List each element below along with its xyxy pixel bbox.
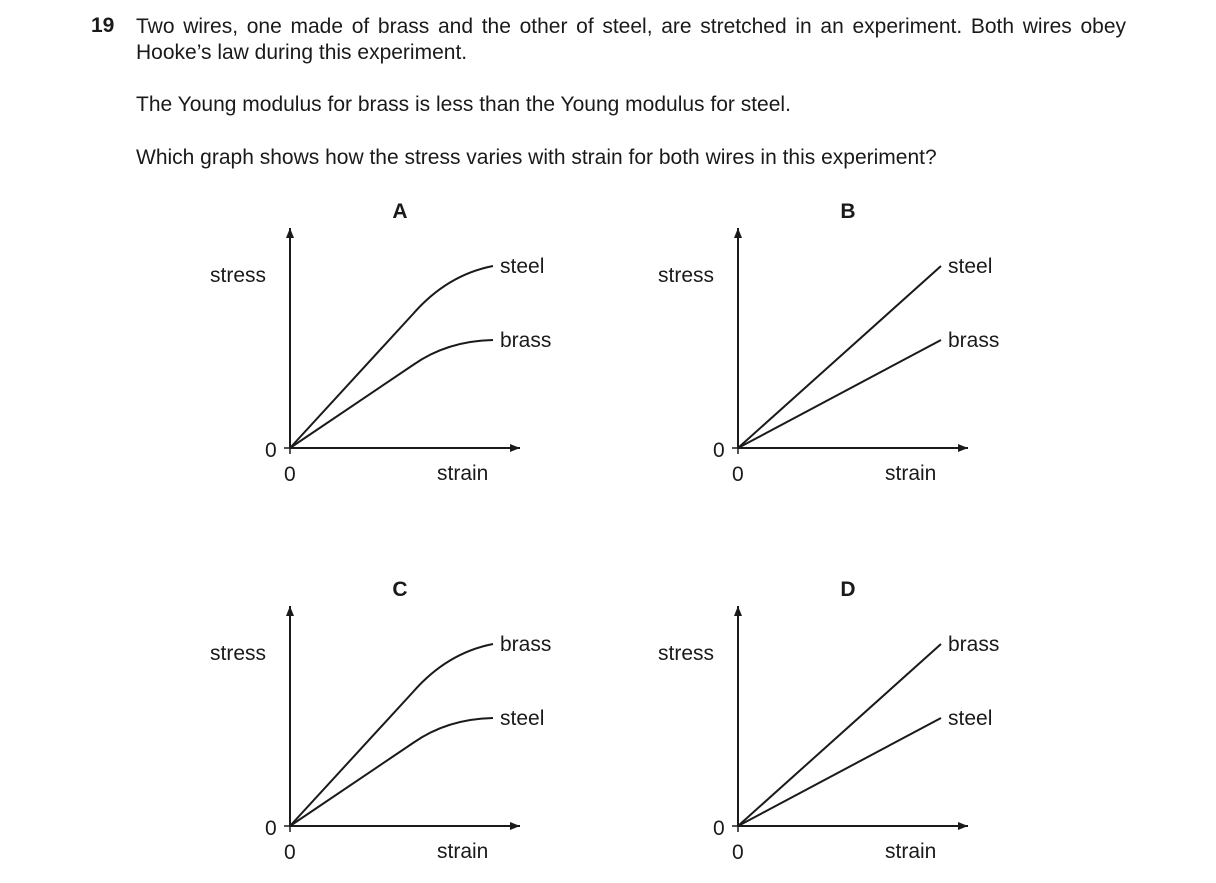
upper-line-label: steel bbox=[948, 255, 993, 278]
upper-line bbox=[290, 266, 493, 448]
graph-c bbox=[210, 578, 551, 864]
origin-y-label: 0 bbox=[265, 817, 277, 840]
graph-letter: B bbox=[840, 200, 856, 223]
origin-x-label: 0 bbox=[732, 841, 744, 864]
x-axis-label: strain bbox=[885, 840, 937, 863]
graph-letter: C bbox=[392, 578, 408, 601]
origin-x-label: 0 bbox=[284, 841, 296, 864]
x-axis-label: strain bbox=[885, 462, 937, 485]
upper-line-label: brass bbox=[948, 633, 1000, 656]
question-prompt: Which graph shows how the stress varies with strain for both wires in this experiment? bbox=[136, 146, 937, 169]
question-stem-text: Two wires, one made of brass and the other of steel, are stretched in an experiment. Both wires obey Hooke’s law during this experiment. bbox=[136, 15, 1126, 64]
lower-line-label: brass bbox=[500, 329, 552, 352]
upper-line-label: brass bbox=[500, 633, 552, 656]
x-axis-label: strain bbox=[437, 840, 489, 863]
origin-x-label: 0 bbox=[732, 463, 744, 486]
question-number: 19 bbox=[91, 14, 115, 37]
upper-line-label: steel bbox=[500, 255, 545, 278]
graph-letter: D bbox=[840, 578, 856, 601]
origin-x-label: 0 bbox=[284, 463, 296, 486]
lower-line bbox=[290, 340, 493, 448]
upper-line bbox=[290, 644, 493, 826]
question-statement: The Young modulus for brass is less than the Young modulus for steel. bbox=[136, 93, 791, 116]
y-axis-label: stress bbox=[658, 642, 715, 665]
y-axis-label: stress bbox=[210, 264, 267, 287]
lower-line bbox=[290, 718, 493, 826]
origin-y-label: 0 bbox=[713, 817, 725, 840]
y-axis-label: stress bbox=[210, 642, 267, 665]
lower-line-label: brass bbox=[948, 329, 1000, 352]
graph-b bbox=[658, 200, 999, 486]
graph-letter: A bbox=[392, 200, 408, 223]
graph-d bbox=[658, 578, 999, 864]
graph-a bbox=[210, 200, 551, 486]
y-axis-label: stress bbox=[658, 264, 715, 287]
lower-line-label: steel bbox=[948, 707, 993, 730]
origin-y-label: 0 bbox=[265, 439, 277, 462]
lower-line-label: steel bbox=[500, 707, 545, 730]
origin-y-label: 0 bbox=[713, 439, 725, 462]
x-axis-label: strain bbox=[437, 462, 489, 485]
